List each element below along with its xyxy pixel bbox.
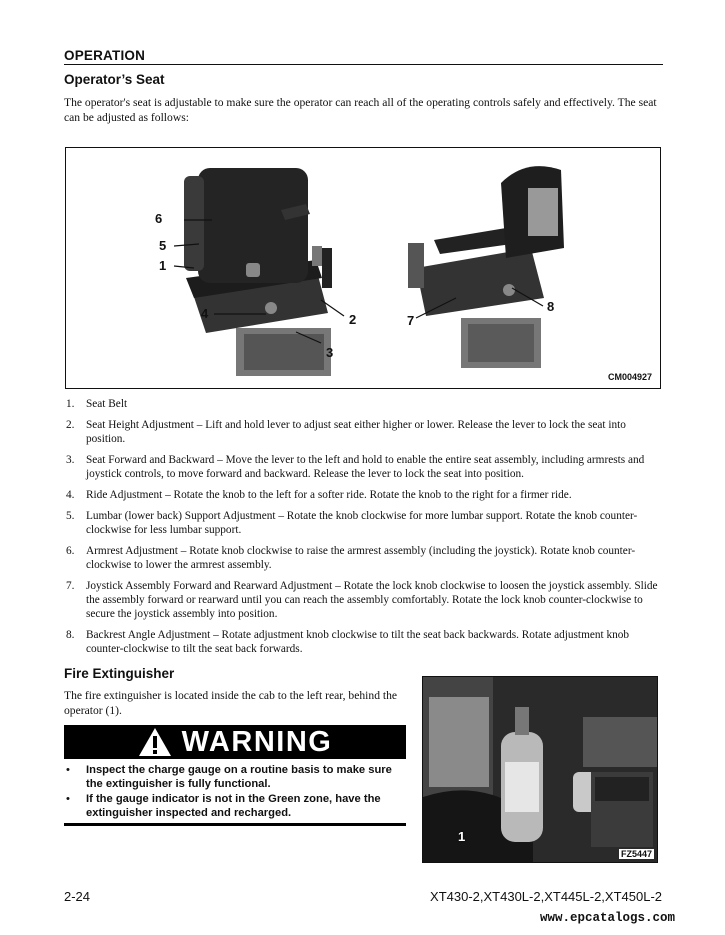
step-number: 3. <box>66 454 75 466</box>
figure-code: CM004927 <box>607 372 652 382</box>
callout-8: 8 <box>547 299 555 314</box>
list-item <box>66 453 664 481</box>
warning-banner <box>64 725 406 759</box>
callout-2: 2 <box>349 312 357 327</box>
page-title: Operator’s Seat <box>64 72 165 87</box>
list-item <box>66 397 664 411</box>
step-number: 6. <box>66 545 75 557</box>
page-number: 2-24 <box>64 889 91 904</box>
callout-4: 4 <box>201 306 209 321</box>
list-item <box>66 579 664 621</box>
step-text: Ride Adjustment – Rotate the knob to the left for a softer ride. Rotate the knob to the right for a firmer ride. <box>86 489 572 501</box>
watermark-url[interactable]: www.epcatalogs.com <box>539 911 675 925</box>
seat-left-view <box>184 168 332 376</box>
section-heading: OPERATION <box>64 48 663 65</box>
bullet: • <box>66 793 70 805</box>
callout-7: 7 <box>407 313 415 328</box>
model-numbers: XT430-2,XT430L-2,XT445L-2,XT450L-2 <box>430 889 662 904</box>
list-item <box>66 488 664 502</box>
step-text: Seat Belt <box>86 398 128 410</box>
seat-illustration <box>66 148 662 390</box>
warning-bottom-rule <box>64 823 406 826</box>
step-number: 1. <box>66 398 75 410</box>
list-item <box>66 628 664 656</box>
callout-5: 5 <box>159 238 167 253</box>
step-number: 5. <box>66 510 75 522</box>
list-item <box>66 509 664 537</box>
step-number: 7. <box>66 580 75 592</box>
step-text: Backrest Angle Adjustment – Rotate adjustment knob clockwise to tilt the seat back backwards. Rotate adjustment knob counter-clockwise to tilt the seat back forwards. <box>86 629 630 655</box>
warning-text: Inspect the charge gauge on a routine basis to make sure the extinguisher is fully functional. <box>86 764 392 790</box>
step-text: Armrest Adjustment – Rotate knob clockwise to raise the armrest assembly (including the joystick). Rotate knob counter-clockwise to lower the armrest assembly. <box>86 545 636 571</box>
warning-list <box>64 763 406 821</box>
bullet: • <box>66 764 70 776</box>
step-number: 8. <box>66 629 75 641</box>
fire-extinguisher-heading: Fire Extinguisher <box>64 666 175 681</box>
photo-code: FZ5447 <box>620 849 652 859</box>
adjustment-list <box>66 397 664 663</box>
callout-3: 3 <box>326 345 334 360</box>
warning-text: If the gauge indicator is not in the Green zone, have the extinguisher inspected and recharged. <box>86 793 381 819</box>
callout-6: 6 <box>155 211 163 226</box>
step-number: 2. <box>66 419 75 431</box>
callout-1: 1 <box>159 258 167 273</box>
step-text: Seat Height Adjustment – Lift and hold lever to adjust seat either higher or lower. Release the lever to lock the seat into position. <box>86 419 626 445</box>
intro-paragraph: The operator's seat is adjustable to make sure the operator can reach all of the operating controls safely and effectively. The seat can be adjusted as follows: <box>64 96 657 124</box>
step-text: Joystick Assembly Forward and Rearward Adjustment – Rotate the lock knob clockwise to loosen the joystick assembly. Slide the assembly forward or rearward until you can reach the assembly comfortably. Rotate the lock knob counter-clockwise to secure the joystick assembly into position. <box>86 580 658 620</box>
list-item <box>64 763 406 791</box>
list-item <box>66 418 664 446</box>
photo-callout-1: 1 <box>458 829 466 844</box>
step-text: Lumbar (lower back) Support Adjustment – Rotate the knob clockwise for more lumbar support. Rotate the knob counter-clockwise for less lumbar support. <box>86 510 638 536</box>
list-item <box>66 544 664 572</box>
warning-word: WARNING <box>181 725 333 758</box>
step-number: 4. <box>66 489 75 501</box>
warning-triangle-icon <box>138 727 172 757</box>
fire-extinguisher-text: The fire extinguisher is located inside the cab to the left rear, behind the operator (1). <box>64 689 398 717</box>
seat-figure <box>65 147 661 389</box>
step-text: Seat Forward and Backward – Move the lever to the left and hold to enable the entire seat assembly, including armrests and joystick controls, to move forward and backward. Release the lever to lock the seat into position. <box>86 454 645 480</box>
seat-right-view <box>408 166 564 368</box>
list-item <box>64 792 406 820</box>
fire-extinguisher-photo <box>422 676 658 863</box>
